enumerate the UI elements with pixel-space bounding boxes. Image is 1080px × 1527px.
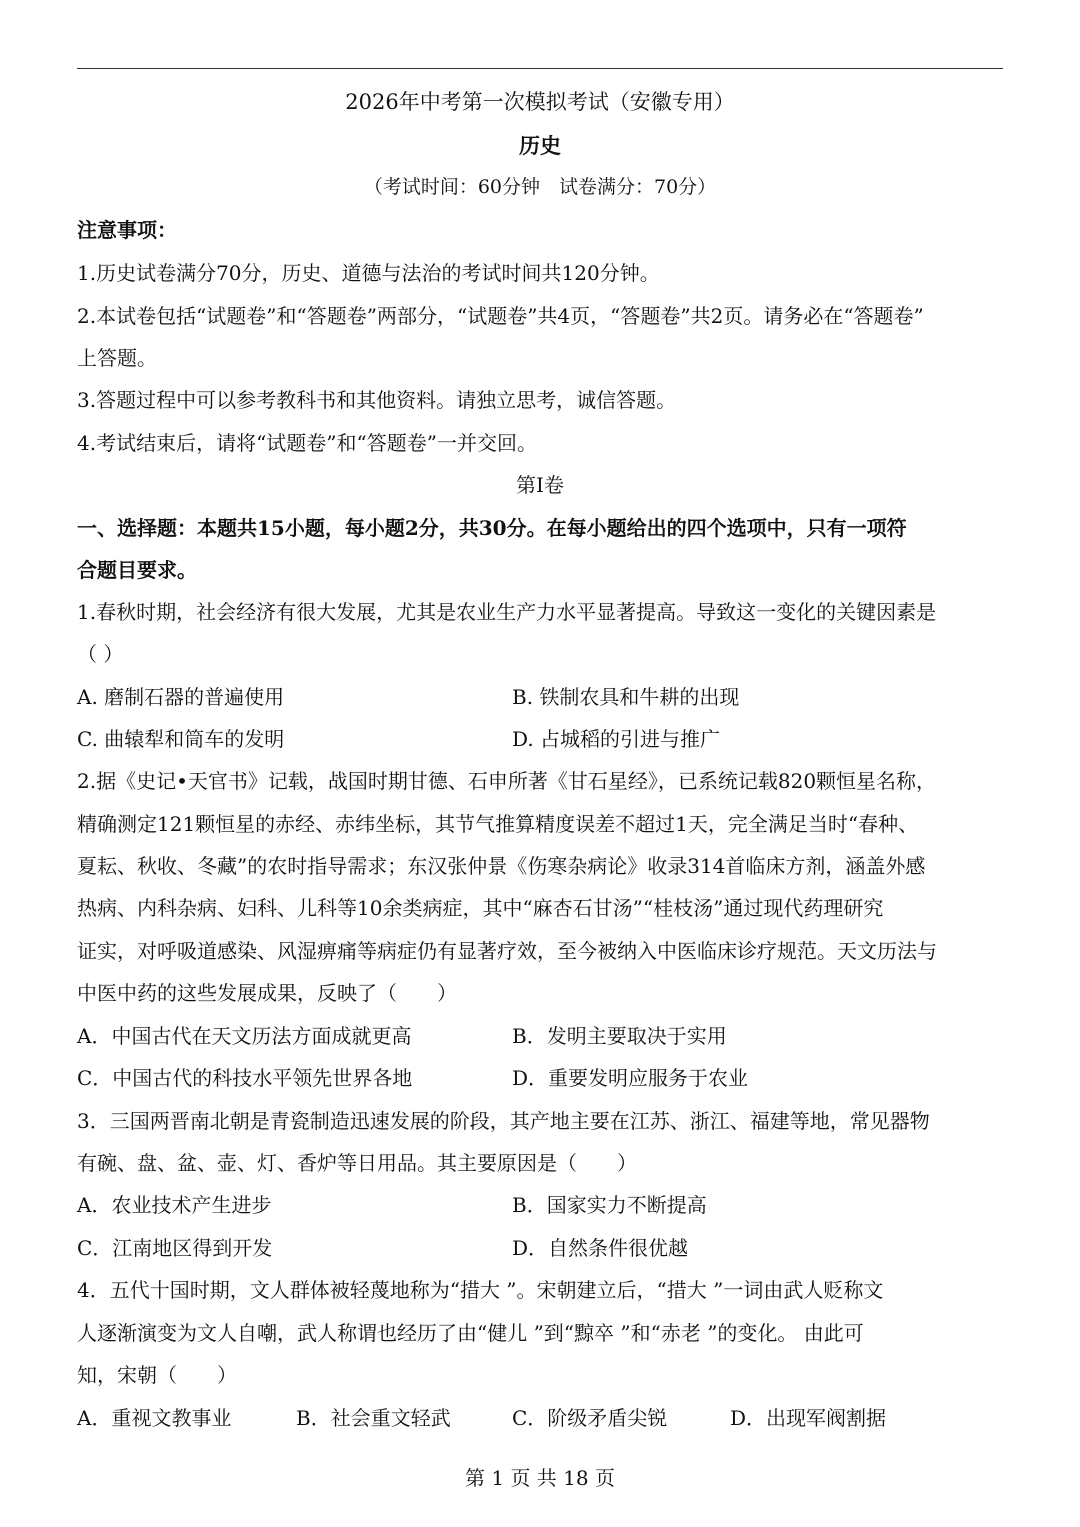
q2-option-b: B．发明主要取决于实用 xyxy=(512,1024,727,1048)
question-2-text: 夏耘、秋收、冬藏”的农时指导需求；东汉张仲景《伤寒杂病论》收录314首临床方剂，涵盖外感 xyxy=(77,854,926,878)
section-heading-cont: 合题目要求。 xyxy=(77,558,197,582)
q4-option-b: B．社会重文轻武 xyxy=(296,1406,451,1430)
notice-item: 2.本试卷包括“试题卷”和“答题卷”两部分，“试题卷”共4页，“答题卷”共2页。请务必在“答题卷” xyxy=(77,304,924,328)
subject-title: 历史 xyxy=(519,133,561,158)
q3-option-c: C．江南地区得到开发 xyxy=(77,1236,273,1260)
exam-title: 2026年中考第一次模拟考试（安徽专用） xyxy=(345,90,735,114)
q3-option-b: B．国家实力不断提高 xyxy=(512,1193,707,1217)
question-2-text: 热病、内科杂病、妇科、儿科等10余类病症，其中“麻杏石甘汤”“桂枝汤”通过现代药理研究 xyxy=(77,896,884,920)
volume-label: 第Ⅰ卷 xyxy=(516,473,564,497)
question-2-text: 2.据《史记•天官书》记载，战国时期甘德、石申所著《甘石星经》，已系统记载820颗恒星名称， xyxy=(77,769,937,793)
question-2-text: 精确测定121颗恒星的赤经、赤纬坐标，其节气推算精度误差不超过1天，完全满足当时“春种、 xyxy=(77,812,919,836)
q1-option-d: D. 占城稻的引进与推广 xyxy=(512,727,721,751)
question-4-text: 知，宋朝（ ） xyxy=(77,1363,237,1387)
q3-option-d: D．自然条件很优越 xyxy=(512,1236,689,1260)
q4-option-c: C．阶级矛盾尖锐 xyxy=(512,1406,668,1430)
question-1-text: 1.春秋时期，社会经济有很大发展，尤其是农业生产力水平显著提高。导致这一变化的关键因素是 xyxy=(77,600,937,624)
question-1-text: （ ） xyxy=(77,642,124,666)
q1-option-c: C. 曲辕犁和筒车的发明 xyxy=(77,727,285,751)
question-3-text: 3．三国两晋南北朝是青瓷制造迅速发展的阶段，其产地主要在江苏、浙江、福建等地，常见器物 xyxy=(77,1109,930,1133)
exam-meta: （考试时间：60分钟 试卷满分：70分） xyxy=(363,176,717,198)
question-2-text: 中医中药的这些发展成果，反映了（ ） xyxy=(77,981,457,1005)
question-2-text: 证实，对呼吸道感染、风湿痹痛等病症仍有显著疗效，至今被纳入中医临床诊疗规范。天文历法与 xyxy=(77,939,937,963)
q1-option-b: B. 铁制农具和牛耕的出现 xyxy=(512,685,740,709)
notice-item: 3.答题过程中可以参考教科书和其他资料。请独立思考，诚信答题。 xyxy=(77,388,677,412)
q3-option-a: A．农业技术产生进步 xyxy=(77,1193,272,1217)
q1-option-a: A. 磨制石器的普遍使用 xyxy=(77,685,285,709)
notice-heading: 注意事项： xyxy=(77,218,177,242)
notice-item: 上答题。 xyxy=(77,346,157,370)
notice-item: 1.历史试卷满分70分，历史、道德与法治的考试时间共120分钟。 xyxy=(77,261,660,285)
q2-option-a: A．中国古代在天文历法方面成就更高 xyxy=(77,1024,412,1048)
notice-item: 4.考试结束后，请将“试题卷”和“答题卷”一并交回。 xyxy=(77,431,537,455)
q4-option-a: A．重视文教事业 xyxy=(77,1406,232,1430)
section-heading: 一、选择题：本题共15小题，每小题2分，共30分。在每小题给出的四个选项中，只有一项符 xyxy=(77,516,907,540)
question-3-text: 有碗、盘、盆、壶、灯、香炉等日用品。其主要原因是（ ） xyxy=(77,1151,637,1175)
q4-option-d: D．出现军阀割据 xyxy=(730,1406,887,1430)
page-footer: 第 1 页 共 18 页 xyxy=(465,1466,615,1490)
q2-option-d: D．重要发明应服务于农业 xyxy=(512,1066,749,1090)
question-4-text: 人逐渐演变为文人自嘲，武人称谓也经历了由“健儿 ”到“黥卒 ”和“赤老 ”的变化。 由此可 xyxy=(77,1321,864,1345)
question-4-text: 4．五代十国时期，文人群体被轻蔑地称为“措大 ”。宋朝建立后，“措大 ”一词由武人贬称文 xyxy=(77,1278,884,1302)
q2-option-c: C．中国古代的科技水平领先世界各地 xyxy=(77,1066,413,1090)
top-rule xyxy=(77,68,1003,69)
